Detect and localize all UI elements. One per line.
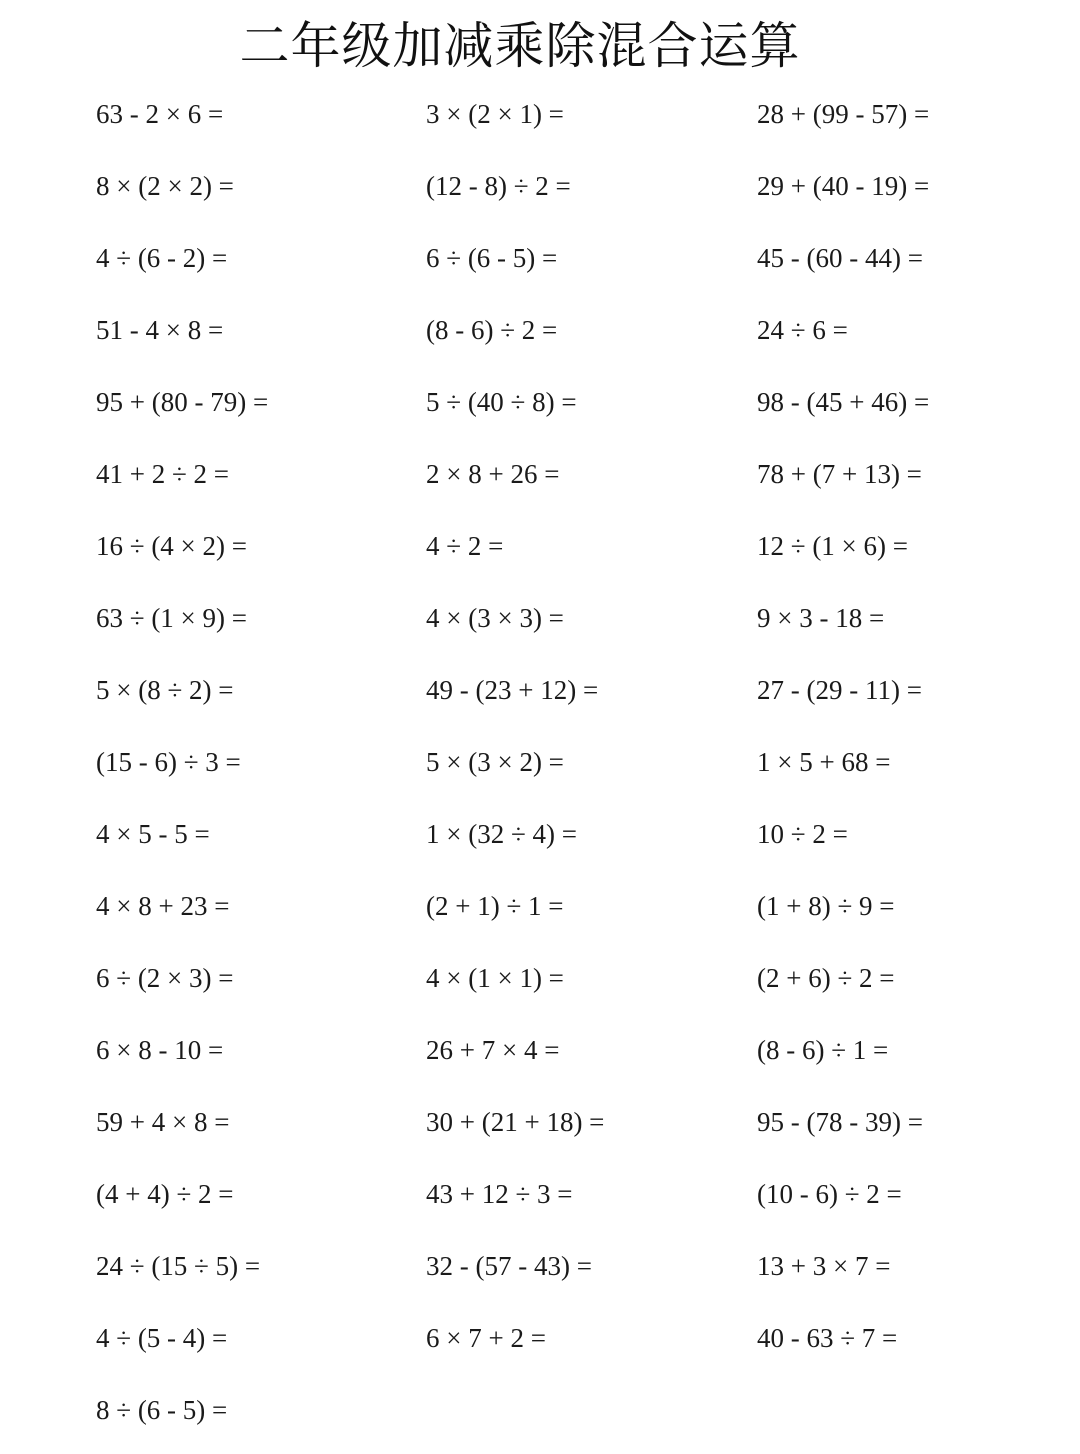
problem-column-1: [96, 86, 426, 1454]
math-problem: 26 + 7 × 4 =: [426, 1035, 560, 1065]
math-problem: 9 × 3 - 18 =: [757, 603, 885, 633]
math-problem: 5 × (3 × 2) =: [426, 747, 564, 777]
math-problem: 32 - (57 - 43) =: [426, 1251, 592, 1281]
math-problem: 13 + 3 × 7 =: [757, 1251, 891, 1281]
math-problem: (8 - 6) ÷ 1 =: [757, 1035, 889, 1065]
math-problem: 49 - (23 + 12) =: [426, 675, 599, 705]
math-problem: 41 + 2 ÷ 2 =: [96, 459, 230, 489]
math-problem: 95 - (78 - 39) =: [757, 1107, 923, 1137]
math-problem: 27 - (29 - 11) =: [757, 675, 922, 705]
math-problem: (2 + 1) ÷ 1 =: [426, 891, 564, 921]
math-problem: 8 × (2 × 2) =: [96, 171, 234, 201]
math-problem: 10 ÷ 2 =: [757, 819, 848, 849]
math-problem: 6 × 7 + 2 =: [426, 1323, 546, 1353]
math-problem: 43 + 12 ÷ 3 =: [426, 1179, 573, 1209]
math-problem: 4 × (3 × 3) =: [426, 603, 564, 633]
math-problem: 98 - (45 + 46) =: [757, 387, 930, 417]
math-problem: 4 ÷ (6 - 2) =: [96, 243, 228, 273]
math-problem: 5 × (8 ÷ 2) =: [96, 675, 234, 705]
math-problem: 6 × 8 - 10 =: [96, 1035, 224, 1065]
math-problem: 8 ÷ (6 - 5) =: [96, 1395, 228, 1425]
math-problem: (4 + 4) ÷ 2 =: [96, 1179, 234, 1209]
math-problem: 5 ÷ (40 ÷ 8) =: [426, 387, 577, 417]
math-problem: 6 ÷ (2 × 3) =: [96, 963, 234, 993]
math-problem: 6 ÷ (6 - 5) =: [426, 243, 558, 273]
math-problem: 24 ÷ (15 ÷ 5) =: [96, 1251, 261, 1281]
math-problem: (8 - 6) ÷ 2 =: [426, 315, 558, 345]
math-problem: (1 + 8) ÷ 9 =: [757, 891, 895, 921]
math-problem: 16 ÷ (4 × 2) =: [96, 531, 248, 561]
math-problem: 63 - 2 × 6 =: [96, 99, 224, 129]
math-problem: (10 - 6) ÷ 2 =: [757, 1179, 902, 1209]
math-problem: 1 × 5 + 68 =: [757, 747, 891, 777]
math-problem: (15 - 6) ÷ 3 =: [96, 747, 241, 777]
math-problem: 28 + (99 - 57) =: [757, 99, 930, 129]
math-problem: 30 + (21 + 18) =: [426, 1107, 605, 1137]
math-problem: 1 × (32 ÷ 4) =: [426, 819, 578, 849]
math-problem: 51 - 4 × 8 =: [96, 315, 224, 345]
math-problem: 29 + (40 - 19) =: [757, 171, 930, 201]
math-problem: (2 + 6) ÷ 2 =: [757, 963, 895, 993]
problem-column-2: [426, 86, 756, 1382]
math-problem: 2 × 8 + 26 =: [426, 459, 560, 489]
math-problem: 4 ÷ (5 - 4) =: [96, 1323, 228, 1353]
math-problem: 59 + 4 × 8 =: [96, 1107, 230, 1137]
math-problem: 4 × (1 × 1) =: [426, 963, 564, 993]
math-problem: 3 × (2 × 1) =: [426, 99, 564, 129]
page-title: 二年级加减乘除混合运算: [239, 17, 801, 75]
math-problem: 12 ÷ (1 × 6) =: [757, 531, 909, 561]
math-problem: 4 ÷ 2 =: [426, 531, 504, 561]
problem-grid: [96, 86, 1056, 1440]
math-problem: 4 × 8 + 23 =: [96, 891, 230, 921]
math-problem: 95 + (80 - 79) =: [96, 387, 269, 417]
math-problem: 40 - 63 ÷ 7 =: [757, 1323, 898, 1353]
math-problem: (12 - 8) ÷ 2 =: [426, 171, 571, 201]
math-problem: 45 - (60 - 44) =: [757, 243, 923, 273]
math-problem: 4 × 5 - 5 =: [96, 819, 210, 849]
math-problem: 24 ÷ 6 =: [757, 315, 848, 345]
problem-column-3: [757, 86, 1080, 1382]
math-problem: 63 ÷ (1 × 9) =: [96, 603, 248, 633]
math-problem: 78 + (7 + 13) =: [757, 459, 922, 489]
